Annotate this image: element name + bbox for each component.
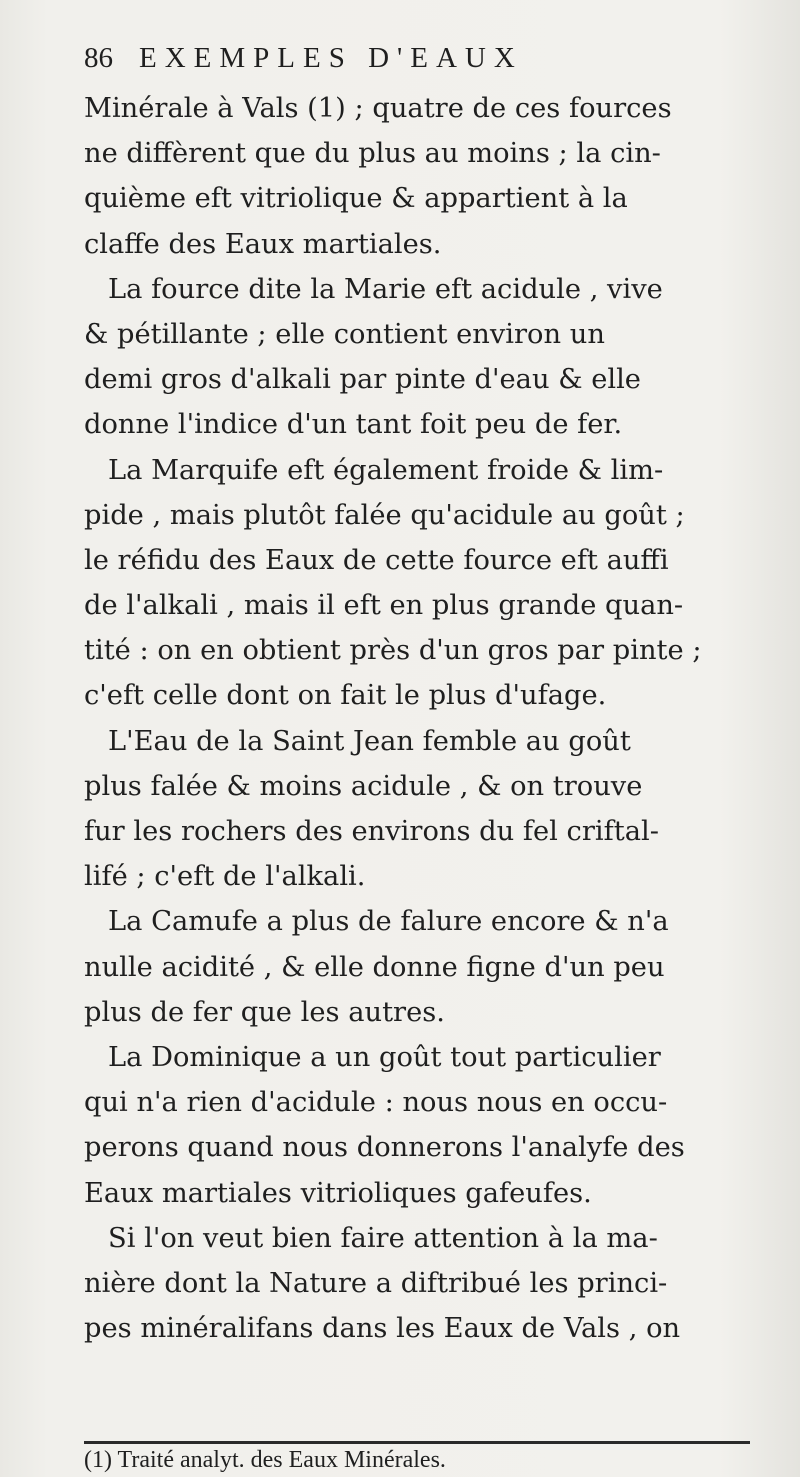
text-line: Eaux martiales vitrioliques gafeufes. xyxy=(84,1177,592,1209)
text-line: La Camufe a plus de falure encore & n'a xyxy=(108,906,669,938)
text-line: nière dont la Nature a diftribué les princi- xyxy=(84,1267,668,1299)
text-line: lifé ; c'eft de l'alkali. xyxy=(84,861,366,893)
text-line: fur les rochers des environs du fel criftal- xyxy=(84,816,659,847)
page-number: 86 xyxy=(84,42,113,74)
text-line: donne l'indice d'un tant foit peu de fer. xyxy=(84,409,623,441)
text-line: plus de fer que les autres. xyxy=(84,996,445,1028)
footnote: (1) Traité analyt. des Eaux Minérales. xyxy=(84,1447,446,1473)
text-line: Minérale à Vals (1) ; quatre de ces fources xyxy=(84,93,672,124)
text-line: c'eft celle dont on fait le plus d'ufage. xyxy=(84,680,607,712)
body-text xyxy=(84,86,740,1351)
footnote-rule xyxy=(84,1441,750,1444)
page-header xyxy=(84,38,704,78)
text-line: & pétillante ; elle contient environ un xyxy=(84,318,605,350)
text-line: le réfidu des Eaux de cette fource eft auffi xyxy=(84,544,669,576)
text-line: perons quand nous donnerons l'analyfe des xyxy=(84,1132,685,1164)
text-line: La fource dite la Marie eft acidule , vive xyxy=(108,273,663,305)
text-line: tité : on en obtient près d'un gros par pinte ; xyxy=(84,635,702,667)
text-line: La Marquife eft également froide & lim- xyxy=(108,454,664,486)
text-line: qui n'a rien d'acidule : nous nous en occu- xyxy=(84,1087,668,1119)
text-line: L'Eau de la Saint Jean femble au goût xyxy=(108,725,631,757)
text-line: nulle acidité , & elle donne figne d'un peu xyxy=(84,951,665,983)
text-line: quième eft vitriolique & appartient à la xyxy=(84,183,628,215)
text-line: demi gros d'alkali par pinte d'eau & elle xyxy=(84,364,641,396)
text-line: Si l'on veut bien faire attention à la ma- xyxy=(108,1222,658,1254)
text-line: pes minéralifans dans les Eaux de Vals , on xyxy=(84,1313,681,1345)
text-line: de l'alkali , mais il eft en plus grande quan- xyxy=(84,590,684,622)
text-line: La Dominique a un goût tout particulier xyxy=(108,1041,661,1073)
text-line: ne diffèrent que du plus au moins ; la cin- xyxy=(84,138,661,170)
text-line: pide , mais plutôt falée qu'acidule au goût ; xyxy=(84,499,685,531)
text-line: plus falée & moins acidule , & on trouve xyxy=(84,770,643,802)
text-line: claffe des Eaux martiales. xyxy=(84,228,442,260)
running-title: EXEMPLES D'EAUX xyxy=(139,42,523,74)
